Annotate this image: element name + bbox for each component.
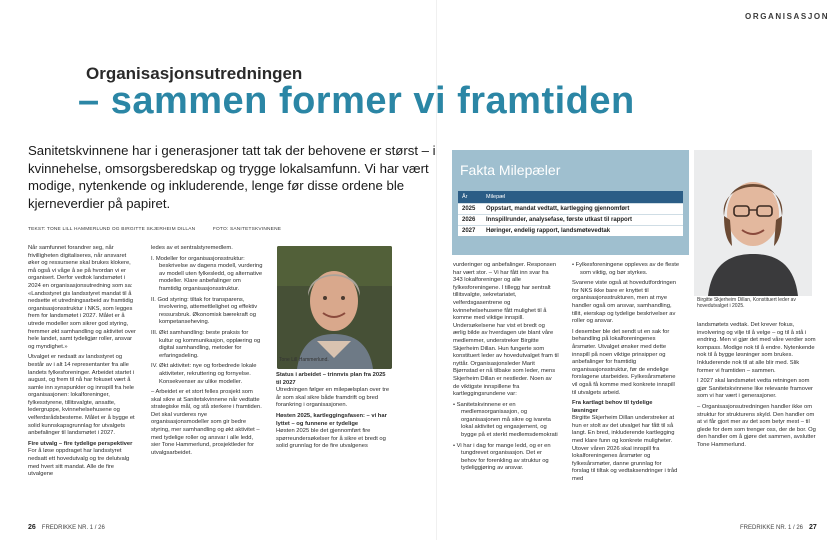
list-item: III. Økt samhandling: beste praksis for kultur og kommunikasjon, opplæring og digital samhandling, metoder for erfaringsdeling. — [151, 329, 261, 359]
mandate-list — [151, 256, 264, 387]
list-item: I. Modeller for organisasjonsstruktur: beskrivelse av dagens modell, vurdering av modell uten fylkesledd, og alternative modeller. Klare anbefalinger om framtidig organisasjonsstruktur. — [151, 255, 263, 292]
paragraph: Utredningen følger en milepælsplan over tre år som skal sikre både framdrift og bred forankring i organisasjonen. — [276, 387, 390, 409]
article-ingress: Sanitetskvinnene har i generasjoner tatt tak der behovene er størst – i kvinnehelse, omsorgsberedskap og trygge lokalsamfunn. Vi har vært modige, nytenkende og inkluderende, lenge før disse ordene ble kjerneverdier på papiret. — [28, 143, 436, 211]
table-header-row — [458, 191, 683, 204]
paragraph: Når samfunnet forandrer seg, når frivilligheten digitaliseres, når ansvaret øker og ressursene skal brukes klokere, må også vi våge å se på hvordan vi er organisert. Derfor vedtok landsmøtet i 2024 en organisasjonsutredning som sa: «Landsstyret gis landsstyret mandat til å nedsette et utredningsarbeid av framtidig organisasjonsstruktur i NKS, som legges frem for landsmøtet i 2027. Målet er å utrede modeller som sikrer god styring, fremmer økt samhandling og aktivitet over hele landet, samt tydeligjør roller, ansvar og myndighet.» — [28, 245, 136, 350]
paragraph: – Organisasjonsutredningen handler ikke om struktur for strukturens skyld. Den handler om at vi får gjort mer av det som betyr mest – til glede for dem som trenger oss, der de bor. Og den handler om å gjøre det sammen, avslutter Tone Hammerlund. — [697, 403, 816, 448]
article-kicker: Organisasjonsutredningen — [86, 64, 303, 83]
fact-box — [452, 150, 689, 255]
page-number: 27 — [809, 524, 817, 531]
paragraph: I 2027 skal landsmøtet vedta retningen som gjør Sanitetskvinnene like relevante framover som vi har vært i generasjoner. — [697, 378, 813, 400]
findings-list — [572, 262, 680, 277]
body-column-4 — [453, 262, 559, 476]
findings-list — [453, 402, 559, 473]
body-column-3 — [276, 372, 392, 454]
page-number: 26 — [28, 524, 36, 531]
paragraph: For å løse oppdraget har landsstyret nedsatt ett hovedutvalg og tre delutvalg med hvert sitt mandat. Alle de fire utvalgene — [28, 448, 130, 478]
list-item: IV. Økt aktivitet: nye og forbedrede lokale aktiviteter, rekruttering og fornyelse. Konsekvenser av ulike modeller. — [151, 363, 257, 385]
list-item: • Fylkesforeningene oppleves av de fleste som viktig, og bør styrkes. — [572, 262, 680, 276]
table-row — [458, 204, 683, 215]
table-cell-milestone: Høringer, endelig rapport, landsmøtevedtak — [482, 226, 683, 237]
article-headline: – sammen former vi framtiden — [78, 80, 635, 122]
portrait-photo-tone — [277, 246, 392, 369]
photo-caption: Birgitte Skjerheim Dillan, Konstituert leder av hovedutvalget i 2025. — [697, 297, 796, 310]
paragraph: – Arbeidet er et stort felles prosjekt som skal sikre at Sanitetskvinnene når vedtatte strategiske mål, og stå sterkere i framtiden. Det skal vurderes nye organisasjonsmodeller som gir bedre styring, mer samhandling og økt aktivitet – med tydelige roller og ansvar i alle ledd, sier Tone Hammerlund, prosjektleder for utvalgsarbeidet. — [151, 389, 262, 456]
photo-caption: Tone Lill Hammerlund. — [279, 357, 329, 363]
table-row — [458, 226, 683, 237]
table-header: Milepæl — [482, 191, 683, 204]
table-cell-milestone: Oppstart, mandat vedtatt, kartlegging gjennomført — [482, 204, 683, 215]
body-column-2 — [151, 245, 264, 460]
magazine-issue: FREDRIKKE NR. 1 / 26 — [740, 525, 804, 531]
subheading: Høsten 2025, kartleggingsfasen: – vi har lyttet – og funnene er tydelige — [276, 412, 387, 427]
paragraph: Svarene viste også at hovedutfordringen for NKS ikke bare er knyttet til organisasjonsstrukturen, men at mye handler også om ansvar, samhandling, tillit, eierskap og tydelige beskrivelser av roller og ansvar. — [572, 280, 677, 325]
paragraph: Høsten 2025 ble det gjennomført fire spørreundersøkelser for å sikre et bredt og solid grunnlag for de fire utvalgenes — [276, 428, 386, 450]
list-item: • Vi har i dag for mange ledd, og er en tungdrevet organisasjon. Det er behov for forenkling av struktur og tydeliggjøring av ansvar. — [453, 442, 551, 472]
paragraph: ledes av et sentralstyremedlem. — [151, 245, 233, 251]
table-row — [458, 215, 683, 226]
body-column-5 — [572, 262, 680, 487]
footer-left — [28, 524, 105, 531]
paragraph: landsmøtets vedtak. Det krever fokus, involvering og vilje til å velge – og til å stå i endring. Men vi gjør det med våre verdier som kompass. Modige nok til å endre. Nytenkende nok til å bygge løsninger som brukes. Inkluderende nok til at alle blir med. Slik former vi framtiden – sammen. — [697, 322, 816, 374]
body-column-1 — [28, 245, 138, 482]
byline-photo: FOTO: SANITETSKVINNENE — [212, 227, 282, 232]
table-cell-milestone: Innspillrunder, analysefase, første utkast til rapport — [482, 215, 683, 226]
paragraph: vurderinger og anbefalinger. Responsen har vært stor. – Vi har fått inn svar fra 343 lokalforeninger og alle fylkesforeningene. I tillegg har sentralt tillitsvalgte, sekretariatet, velferdsgasentrene og kvinnehelsehusene fått mulighet til å komme med viktige innspill. Undersøkelsene har vist et bredt og ærlig bilde av hverdagen ute blant våre medlemmer, understreker Birgitte Skjerheim Dillan. Hun fungerte som konstituert leder av hovedutvalget fram til nyttår. Organisasjonsleder Marit Bjørnstad er nå tilbake som leder, mens Skjerheim Dillan er nestleder. Noen av de viktigste innspillene fra kartleggingsrundene var: — [453, 262, 559, 398]
byline — [28, 227, 281, 232]
table-cell-year: 2025 — [458, 204, 482, 215]
list-item: • Sanitetskvinnene er en medlemsorganisasjon, og organisasjonen må sikre og ivareta lokal aktivitet og engasjement, og bygge på et sterkt medlemsdemokrati — [453, 401, 558, 439]
paragraph: Birgitte Skjerheim Dillan understreker at hun er stolt av det utvalget har fått til så langt. En bred, inkluderende kartlegging med klare funn og konkrete muligheter. Utover våren 2026 skal innspill fra lokalforeningenes årsmøter og fylkesårsmøter, danne grunnlag for forslag til tiltak og vedtaksendringer i tråd med — [572, 415, 678, 483]
fact-box-title: Fakta Milepæler — [460, 162, 561, 178]
subheading: Status i arbeidet – trinnvis plan fra 2025 til 2027 — [276, 372, 386, 386]
portrait-photo-birgitte — [694, 150, 812, 296]
milestone-table — [458, 191, 683, 236]
table-cell-year: 2027 — [458, 226, 482, 237]
subheading: Fire utvalg – fire tydelige perspektiver — [28, 440, 133, 447]
paragraph: Utvalget er nedsatt av landsstyret og består av i alt 14 representanter fra alle landets fylkesforeninger. Arbeidet startet i august, og frem til nå har fokuset vært å samle inn synspunkter og innspill fra hele organisasjonen: lokalforeninger, fylkesstyrene, tillitsvalgte, ansatte, ledergruppe, kvinnehelsehusene og velferdsrådsbesteme. Målet er å bygge et solid kunnskapsgrunnlag for utvalgets anbefalinger til landsmøtet i 2027. — [28, 354, 135, 437]
section-tag: ORGANISASJON — [745, 12, 830, 21]
table-cell-year: 2026 — [458, 215, 482, 226]
footer-right — [740, 524, 817, 531]
body-column-6 — [697, 322, 817, 453]
byline-author: TEKST: TONE LILL HAMMERLUND OG BIRGITTE SKJERHEIM DILLAN — [28, 227, 196, 232]
list-item: II. God styring: tiltak for transparens, involvering, attemettlelighet og effektiv ressursbruk. Økonomisk bærekraft og kompetanseheving. — [151, 296, 258, 326]
paragraph: I desember ble det sendt ut en sak for behandling på lokalforeningenes årsmøter. Utvalget ønsker med dette innspill på noen viktige prinsipper og anbefalinger for framtidig organisasjonsstruktur, før de endelige forslagene utarbeides. Fylkesårsmøtene vil også få komme med konkrete innspill til utvalgets arbeid. — [572, 328, 676, 396]
table-header: År — [458, 191, 482, 204]
subheading: Fra kartlagt behov til tydelige løsninger — [572, 400, 653, 414]
magazine-issue: FREDRIKKE NR. 1 / 26 — [41, 525, 105, 531]
